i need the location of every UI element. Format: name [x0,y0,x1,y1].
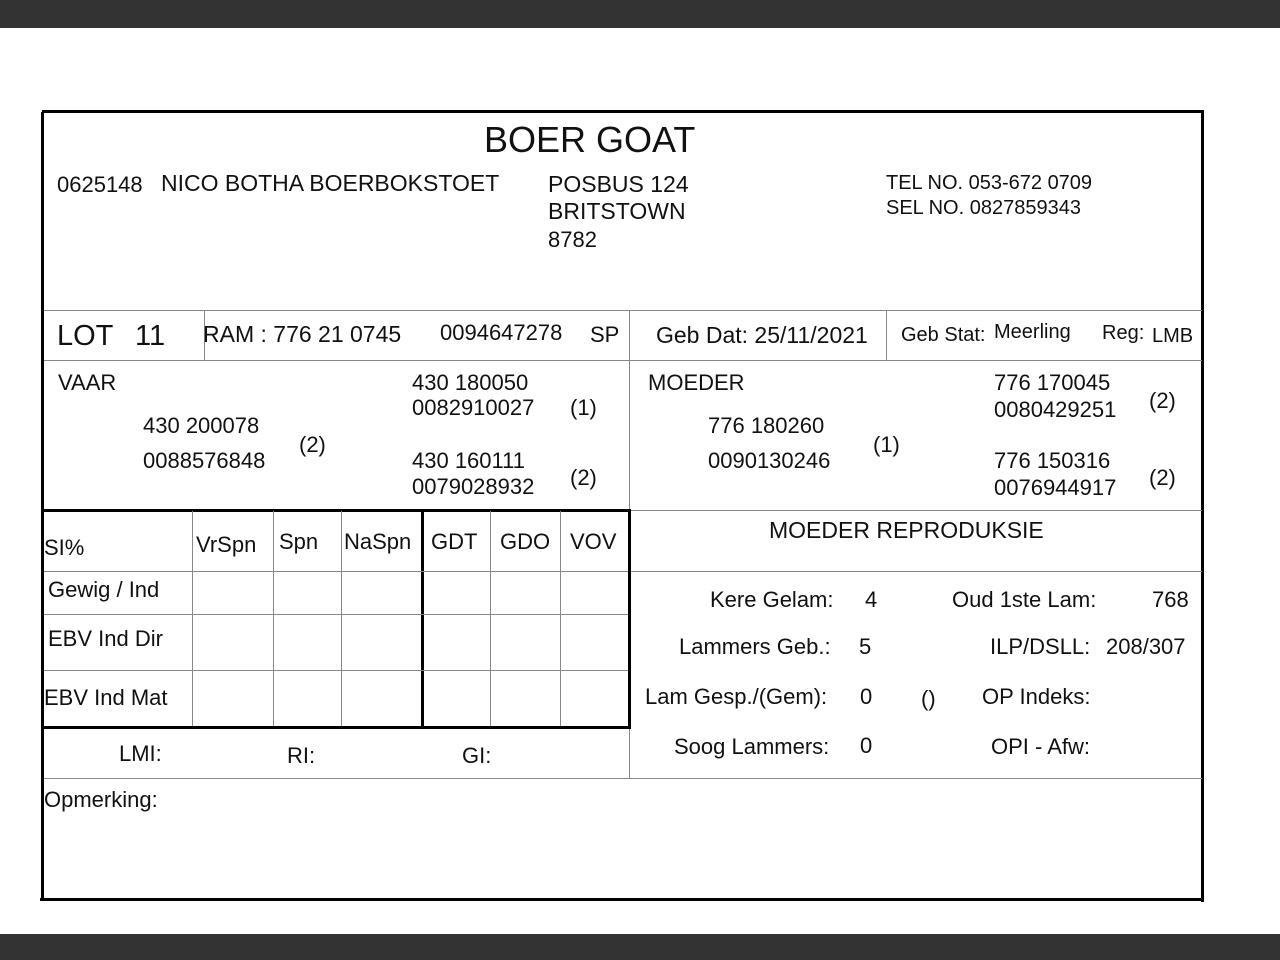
table-col-line [560,511,561,726]
dam-dam-mark: (2) [1149,465,1176,490]
opi-afw-label: OPI - Afw: [991,734,1091,759]
lammers-geb-value: 5 [859,634,872,659]
table-header-vov: VOV [570,529,617,554]
table-col-line [192,511,193,726]
table-border-bottom [44,726,631,729]
ilp-label: ILP/DSLL: [990,634,1091,659]
divider-date-stat [886,310,887,360]
ilp-value: 208/307 [1106,634,1186,659]
oud-lam-value: 768 [1152,587,1189,612]
lammers-geb-label: Lammers Geb.: [679,634,831,659]
sire-label: VAAR [58,370,117,395]
table-header-naspn: NaSpn [344,529,412,554]
address-line: 8782 [548,227,597,252]
dam-mark: (1) [873,432,900,457]
top-frame-bar [0,0,1280,28]
oud-lam-label: Oud 1ste Lam: [952,587,1097,612]
card-title: BOER GOAT [484,119,696,160]
breeder-number: 0625148 [57,172,143,197]
table-header-gdo: GDO [500,529,551,554]
table-row-line [44,670,628,671]
table-header-vrspn: VrSpn [196,532,257,557]
kere-gelam-label: Kere Gelam: [710,587,834,612]
dam-dam-number: 776 150316 [994,448,1111,473]
dam-dam-id: 0076944917 [994,475,1117,500]
sire-number: 430 200078 [143,413,260,438]
bottom-frame-bar [0,934,1280,960]
table-col-line [273,511,274,726]
ri-label: RI: [287,743,316,768]
address-line: BRITSTOWN [548,198,686,224]
ram-number: RAM : 776 21 0745 [203,321,402,347]
dam-sire-mark: (2) [1149,388,1176,413]
table-header-spn: Spn [279,529,319,554]
op-indeks-label: OP Indeks: [982,684,1091,709]
divider-repro-title [630,571,1202,572]
reproduction-title: MOEDER REPRODUKSIE [769,517,1044,543]
reg-value: LMB [1152,325,1194,347]
kere-gelam-value: 4 [865,587,878,612]
dam-label: MOEDER [648,370,745,395]
breeder-name: NICO BOTHA BOERBOKSTOET [161,170,500,196]
divider-header [44,310,1202,311]
soog-lammers-value: 0 [860,733,873,758]
cellphone-number: SEL NO. 0827859343 [886,197,1081,219]
lam-gesp-value: 0 [860,684,873,709]
dam-sire-id: 0080429251 [994,397,1117,422]
sire-dam-number: 430 160111 [412,448,525,473]
sire-sire-id: 0082910027 [412,395,535,420]
table-row-label: EBV Ind Dir [48,626,163,651]
table-border-right [628,509,631,729]
card-border-top [42,110,1204,113]
ram-id: 0094647278 [440,320,563,345]
table-group-divider [421,509,424,729]
sire-mark: (2) [299,432,326,457]
table-row-label: Gewig / Ind [48,577,160,602]
lot-label: LOT [57,320,114,352]
dam-number: 776 180260 [708,413,825,438]
sire-sire-number: 430 180050 [412,370,529,395]
birth-status-label: Geb Stat: [901,324,986,346]
divider-remarks [44,778,1202,779]
remarks-label: Opmerking: [44,787,158,812]
table-row-line [44,571,628,572]
birth-status: Meerling [994,321,1071,343]
sire-dam-mark: (2) [570,465,597,490]
card-border-bottom [40,898,1203,901]
sire-id: 0088576848 [143,448,266,473]
card-border-left [41,112,44,901]
table-col-line [341,511,342,726]
table-row-label: EBV Ind Mat [44,685,168,710]
table-header-si: SI% [44,535,85,560]
table-header-gdt: GDT [431,529,478,554]
lam-gem-value: () [921,686,936,711]
card-border-right [1201,112,1204,902]
lot-number: 11 [135,320,166,352]
telephone-number: TEL NO. 053-672 0709 [886,172,1093,194]
reg-label: Reg: [1102,322,1145,344]
divider-pedigree-right [630,510,1202,511]
divider-lot [44,360,1202,361]
dam-id: 0090130246 [708,448,831,473]
birth-date: Geb Dat: 25/11/2021 [656,322,868,348]
soog-lammers-label: Soog Lammers: [674,734,830,759]
gi-label: GI: [462,743,492,768]
lmi-label: LMI: [119,741,162,766]
table-border-top [44,509,631,512]
sire-dam-id: 0079028932 [412,474,535,499]
table-row-line [44,614,628,615]
address-line: POSBUS 124 [548,171,689,197]
table-col-line [490,511,491,726]
dam-sire-number: 776 170045 [994,370,1111,395]
ram-code: SP [590,322,620,347]
sire-sire-mark: (1) [570,395,597,420]
lam-gesp-label: Lam Gesp./(Gem): [645,684,828,709]
